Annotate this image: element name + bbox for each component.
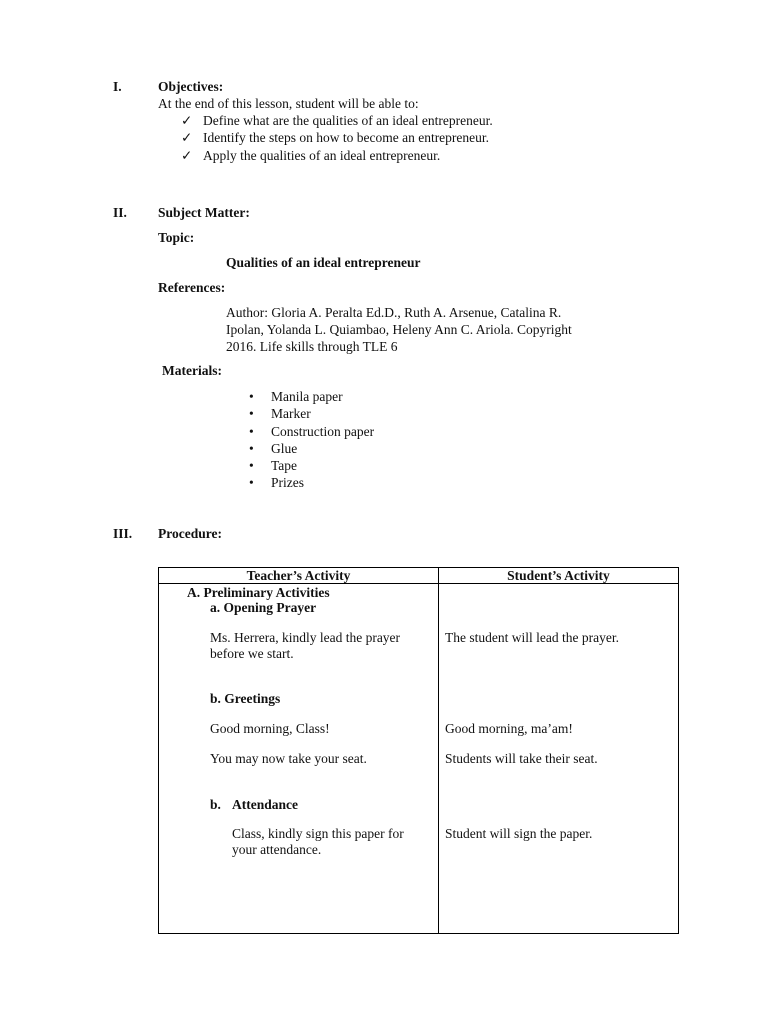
section-numeral-subject: II. — [113, 205, 127, 220]
list-item — [249, 474, 374, 491]
checkmark-icon: ✓ — [181, 147, 193, 163]
greetings-label: b. Greetings — [210, 691, 281, 706]
material-text: Manila paper — [271, 389, 343, 404]
bullet-icon: • — [249, 389, 254, 404]
student-text: Good morning, ma’am! — [445, 721, 573, 736]
material-text: Tape — [271, 458, 298, 474]
teacher-text: You may now take your seat. — [210, 751, 367, 766]
section-numeral-procedure: III. — [113, 526, 133, 541]
teacher-text: Good morning, Class! — [210, 721, 330, 736]
bullet-icon: • — [249, 406, 254, 422]
subject-heading: Subject Matter: — [158, 205, 250, 220]
attendance-label: Attendance — [232, 797, 298, 812]
teacher-text: Class, kindly sign this paper for — [232, 826, 404, 841]
material-text: Glue — [271, 440, 298, 456]
reference-line: Ipolan, Yolanda L. Quiambao, Heleny Ann C. Ariola. Copyright — [226, 322, 572, 337]
list-item — [181, 129, 493, 146]
table-row — [159, 584, 679, 934]
teacher-text: before we start. — [210, 646, 294, 661]
section-numeral-objectives: I. — [113, 79, 122, 94]
material-text: Construction paper — [271, 423, 375, 439]
materials-list — [249, 388, 374, 492]
objective-text: Apply the qualities of an ideal entrepreneur. — [203, 147, 441, 163]
table-header-row — [159, 568, 679, 584]
references-label: References: — [158, 280, 226, 295]
bullet-icon: • — [249, 475, 254, 491]
list-item — [249, 423, 374, 440]
list-item — [249, 440, 374, 457]
objectives-list — [181, 112, 493, 164]
student-text: Student will sign the paper. — [445, 826, 593, 841]
topic-text: Qualities of an ideal entrepreneur — [226, 255, 421, 270]
topic-label: Topic: — [158, 230, 195, 245]
section-a-label: A. Preliminary Activities — [187, 585, 330, 600]
objective-text: Define what are the qualities of an ideal entrepreneur. — [203, 113, 493, 128]
checkmark-icon: ✓ — [181, 113, 193, 128]
procedure-table — [158, 567, 679, 934]
reference-line: Author: Gloria A. Peralta Ed.D., Ruth A. Arsenue, Catalina R. — [226, 305, 562, 320]
material-text: Prizes — [271, 475, 304, 491]
student-activity-cell — [439, 584, 679, 934]
checkmark-icon: ✓ — [181, 130, 193, 146]
procedure-heading: Procedure: — [158, 526, 222, 541]
teacher-activity-cell — [159, 584, 439, 934]
list-item — [249, 388, 374, 405]
bullet-icon: • — [249, 458, 254, 474]
student-text: Students will take their seat. — [445, 751, 598, 766]
list-item — [249, 405, 374, 422]
header-teacher-activity: Teacher’s Activity — [159, 568, 439, 584]
header-student-activity: Student’s Activity — [439, 568, 679, 584]
list-item — [181, 147, 493, 164]
teacher-text: your attendance. — [232, 842, 322, 857]
bullet-icon: • — [249, 423, 254, 439]
list-item — [249, 457, 374, 474]
bullet-icon: • — [249, 440, 254, 456]
material-text: Marker — [271, 406, 311, 422]
opening-prayer-label: a. Opening Prayer — [210, 600, 317, 615]
teacher-text: Ms. Herrera, kindly lead the prayer — [210, 630, 401, 645]
objectives-heading: Objectives: — [158, 79, 224, 94]
reference-line: 2016. Life skills through TLE 6 — [226, 339, 398, 354]
student-text: The student will lead the prayer. — [445, 630, 619, 645]
list-item — [181, 112, 493, 129]
objective-text: Identify the steps on how to become an entrepreneur. — [203, 130, 490, 146]
attendance-letter: b. — [210, 797, 221, 812]
materials-label: Materials: — [162, 363, 222, 378]
objectives-intro: At the end of this lesson, student will be able to: — [158, 96, 419, 111]
